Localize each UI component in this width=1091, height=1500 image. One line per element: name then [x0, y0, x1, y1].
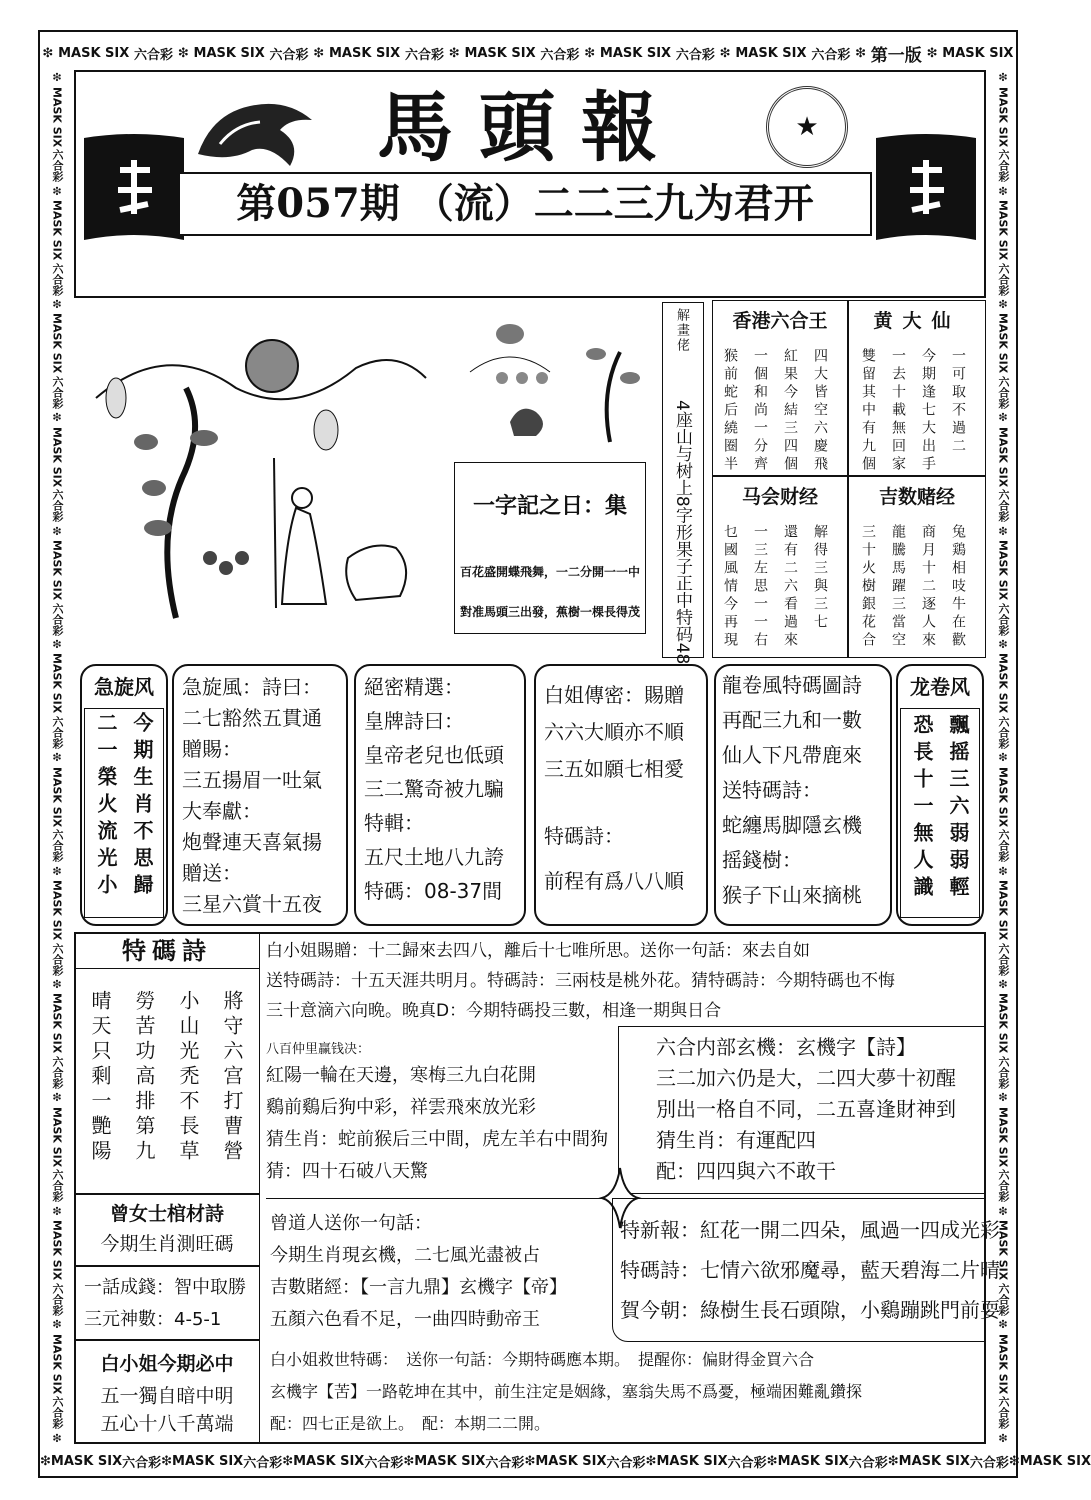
flower-icon: ❇	[926, 45, 938, 61]
riddle-column-text: 4座山与树上8字形果子正中特码48	[672, 400, 692, 665]
baixiao-title: 白小姐今期必中	[100, 1353, 234, 1375]
flower-icon: ❇	[161, 1453, 173, 1469]
masthead-title: 馬頭報	[377, 83, 683, 172]
verse-column: 雙留其中有九個	[860, 348, 876, 474]
flower-icon: ❇	[998, 1318, 1008, 1332]
flower-icon: ❇	[52, 1204, 62, 1218]
top-mask-band: ❇ MASK SIX 六合彩 ❇ MASK SIX 六合彩 ❇ MASK SIX 六合彩 ❇ MASK SIX 六合彩 ❇ MASK SIX 六合彩 ❇ MASK SIX 六合彩 ❇ 第一版 ❇ MASK SIX	[40, 36, 1016, 70]
flower-icon: ❇	[584, 45, 596, 61]
flower-icon: ❇	[313, 45, 325, 61]
jishu-title: 吉数赌经	[878, 486, 955, 508]
juemi-lines: 絕密精選： 皇牌詩曰： 皇帝老兒也低頭 三二驚奇被九騙 特輯： 五尺土地八九誇 特碼：08-37間	[364, 675, 504, 903]
flower-icon: ❇	[52, 1318, 62, 1332]
flower-icon: ❇	[998, 71, 1008, 85]
edition-label: 第一版	[870, 45, 922, 66]
verse-column: 解得三與三七	[812, 524, 828, 632]
flower-icon: ❇	[52, 184, 62, 198]
flower-icon: ❇	[998, 184, 1008, 198]
riddle-line: 對准馬頭三出發，蕉樹一棵長得茂	[459, 605, 640, 619]
longjuanfeng-title: 龙卷风	[910, 675, 970, 699]
divider-line	[266, 1198, 612, 1199]
flower-icon: ❇	[998, 1091, 1008, 1105]
star-icon: ★	[795, 112, 819, 142]
verse-column: 將守六宫打曹營	[220, 990, 244, 1165]
flower-icon: ❇	[448, 45, 460, 61]
flower-icon: ❇	[887, 1453, 899, 1469]
flower-icon: ❇	[42, 45, 54, 61]
landscape-illustration	[86, 318, 438, 628]
intro-lines: 白小姐賜贈：十二歸來去四八，離后十七唯所思。送你一句話：來去自如 送特碼詩：十五天涯共明月。特碼詩：三兩枝是桃外花。猜特碼詩：今期特碼也不悔 三十意滴六向晩。晩真D：今期特碼投三數，相逢一期與日合	[266, 941, 895, 1021]
verse-column: 勞苦功高排第九	[132, 990, 156, 1165]
rooster-tree-illustration	[450, 312, 650, 452]
verse-column: 一三左思一一右	[752, 524, 768, 650]
verse-column: 乜國風情今再現	[722, 524, 738, 650]
tema-divider	[74, 968, 260, 969]
verse-column: 恐長十一無人識	[910, 714, 934, 903]
verse-column: 兔鶏相吱牛在歡	[950, 524, 966, 650]
baixiao-line: 五一獨自暗中明	[100, 1385, 234, 1407]
verse-column: 一可取不過二	[950, 348, 966, 456]
left-mask-band: ❇ MASK SIX 六合彩 ❇ MASK SIX 六合彩 ❇ MASK SIX 六合彩 ❇ MASK SIX 六合彩 ❇ MASK SIX 六合彩 ❇ MASK SIX 六合彩 ❇ MASK SIX 六合彩 ❇ MASK SIX 六合彩 ❇ MASK SIX 六合彩 ❇ MASK SIX 六合彩 ❇ MASK SIX 六合彩 ❇ MASK SIX 六合彩 ❇	[50, 71, 64, 1445]
flower-icon: ❇	[998, 1204, 1008, 1218]
verse-column: 四大皆空六慶飛	[812, 348, 828, 474]
flower-icon: ❇	[998, 864, 1008, 878]
flower-icon: ❇	[52, 71, 62, 85]
zengdao-lines: 曾道人送你一句話： 今期生肖現玄機，二七風光盡被占 吉數賭經：【一言九鼎】玄機字【帝】 五顏六色看不足，一曲四時動帝王	[270, 1213, 567, 1330]
flower-icon: ❇	[52, 978, 62, 992]
flower-icon: ❇	[52, 637, 62, 651]
verse-column: 飄摇三六弱弱輕	[946, 714, 970, 903]
flower-icon: ❇	[645, 1453, 657, 1469]
verse-column: 猴前蛇后繞圈半	[722, 348, 738, 474]
flower-icon: ❇	[855, 45, 867, 61]
right-banner-flag	[872, 130, 980, 250]
verse-column: 今期生肖不思歸	[130, 712, 154, 901]
flower-icon: ❇	[52, 751, 62, 765]
flower-icon: ❇	[52, 864, 62, 878]
verse-column: 一個和尚一分齊	[752, 348, 768, 474]
flower-icon: ❇	[719, 45, 731, 61]
flower-icon: ❇	[998, 637, 1008, 651]
babai-lines: 八百仲里赢钱决： 紅陽一輪在天邊，寒梅三九白花開 鷄前鷄后狗中彩，祥雲飛來放光彩 猜生肖：蛇前猴后三中間，虎左羊右中間狗 猜：四十石破八天驚	[266, 1042, 608, 1182]
verse-column: 龍騰馬躍三當空	[890, 524, 906, 650]
riddle-line: 百花盛開蝶飛舞，一二分開一一中	[459, 565, 640, 579]
issue-headline: 第057期 （流）二二三九为君开	[236, 180, 814, 227]
riddle-title: 一字記之日：集	[472, 493, 627, 519]
flower-icon: ❇	[282, 1453, 294, 1469]
flower-icon: ❇	[1008, 1453, 1020, 1469]
flower-icon: ❇	[52, 297, 62, 311]
hk-liuhe-title: 香港六合王	[732, 310, 828, 332]
verse-column: 一去十載無回家	[890, 348, 906, 474]
flower-icon: ❇	[998, 297, 1008, 311]
right-mask-band: ❇ MASK SIX 六合彩 ❇ MASK SIX 六合彩 ❇ MASK SIX 六合彩 ❇ MASK SIX 六合彩 ❇ MASK SIX 六合彩 ❇ MASK SIX 六合彩 ❇ MASK SIX 六合彩 ❇ MASK SIX 六合彩 ❇ MASK SIX 六合彩 ❇ MASK SIX 六合彩 ❇ MASK SIX 六合彩 ❇ MASK SIX 六合彩 ❇	[996, 71, 1010, 1445]
zeng-text: 今期生肖測旺碼	[100, 1233, 234, 1255]
longjuan-lines: 龍卷風特碼圖詩 再配三九和一數 仙人下凡帶鹿來 送特碼詩： 蛇纏馬脚隱玄機 摇錢樹： 猴子下山來摘桃	[722, 673, 862, 907]
verse-column: 晴天只剩一艷陽	[88, 990, 112, 1165]
zeng-title: 曾女士棺材詩	[109, 1203, 224, 1225]
jixuanfeng-title: 急旋风	[94, 675, 154, 699]
verse-column: 商月十二逐人來	[920, 524, 936, 650]
flower-icon: ❇	[52, 1431, 62, 1445]
newspaper-seal	[766, 86, 848, 168]
jiushi-lines: 白小姐救世特碼： 送你一句話：今期特碼應本期。 提醒你：偏財得金買六合 玄機字【苦】一路乾坤在其中，前生注定是姻緣，塞翁失馬不爲憂，極端困難亂鑽探 配：四七正是欲上。 配：本期二二開。	[270, 1350, 863, 1433]
left-banner-flag	[80, 130, 188, 250]
horse-head-logo	[190, 84, 320, 174]
baixiao-line: 五心十八千萬端	[100, 1413, 234, 1435]
texin-lines: 特新報：紅花一開二四朵，風過一四成光彩 特碼詩：七情六欲邪魔尋，藍天碧海二片晴 賀今朝：綠樹生長石頭隙，小鷄蹦跳門前耍	[620, 1218, 1000, 1322]
verse-column: 小山光禿不長草	[176, 990, 200, 1165]
verse-column: 今期逢七大出手	[920, 348, 936, 474]
flower-icon: ❇	[998, 411, 1008, 425]
tema-title: 特碼詩	[122, 937, 212, 965]
flower-icon: ❇	[52, 524, 62, 538]
verse-column: 還有二六看過來	[782, 524, 798, 650]
verse-column: 三十火樹銀花合	[860, 524, 876, 650]
verse-column: 紅果今結三四個	[782, 348, 798, 474]
flower-icon: ❇	[998, 978, 1008, 992]
poem-lines: 急旋風：詩曰： 二七豁然五貫通 贈賜： 三五揚眉一吐氣 大奉獻： 炮聲連天喜氣揚 贈送： 三星六賞十五夜	[182, 675, 322, 916]
flower-icon: ❇	[998, 751, 1008, 765]
huang-daxian-title: 黄大仙	[873, 310, 961, 332]
bottom-mask-band: ❇ MASK SIX 六合彩 ❇ MASK SIX 六合彩 ❇ MASK SIX 六合彩 ❇ MASK SIX 六合彩 ❇ MASK SIX 六合彩 ❇ MASK SIX 六合彩 ❇ MASK SIX 六合彩 ❇ MASK SIX 六合彩 ❇ MASK SIX	[40, 1453, 1091, 1471]
baijie-lines: 白姐傳密：賜贈 六六大順亦不順 三五如願七相愛 特碼詩： 前程有爲八八順	[544, 683, 684, 893]
riddle-column-title: 解畫佬	[674, 308, 689, 353]
flower-icon: ❇	[177, 45, 189, 61]
flower-icon: ❇	[52, 411, 62, 425]
flower-icon: ❇	[998, 524, 1008, 538]
flower-icon: ❇	[524, 1453, 536, 1469]
flower-icon: ❇	[52, 1091, 62, 1105]
flower-icon: ❇	[998, 1431, 1008, 1445]
flower-icon: ❇	[766, 1453, 778, 1469]
mahui-title: 马会财经	[741, 486, 818, 508]
yihua-lines: 一話成錢：智中取勝 三元神數：4-5-1	[84, 1277, 246, 1330]
flower-icon: ❇	[40, 1453, 51, 1469]
flower-icon: ❇	[403, 1453, 415, 1469]
verse-column: 二一榮火流光小	[94, 712, 118, 901]
liuhe-lines: 六合内部玄機：玄機字【詩】 三二加六仍是大，二四大夢十初醒 別出一格自不同，二五喜逢財神到 猜生肖：有運配四 配：四四與六不敢干	[656, 1035, 956, 1183]
